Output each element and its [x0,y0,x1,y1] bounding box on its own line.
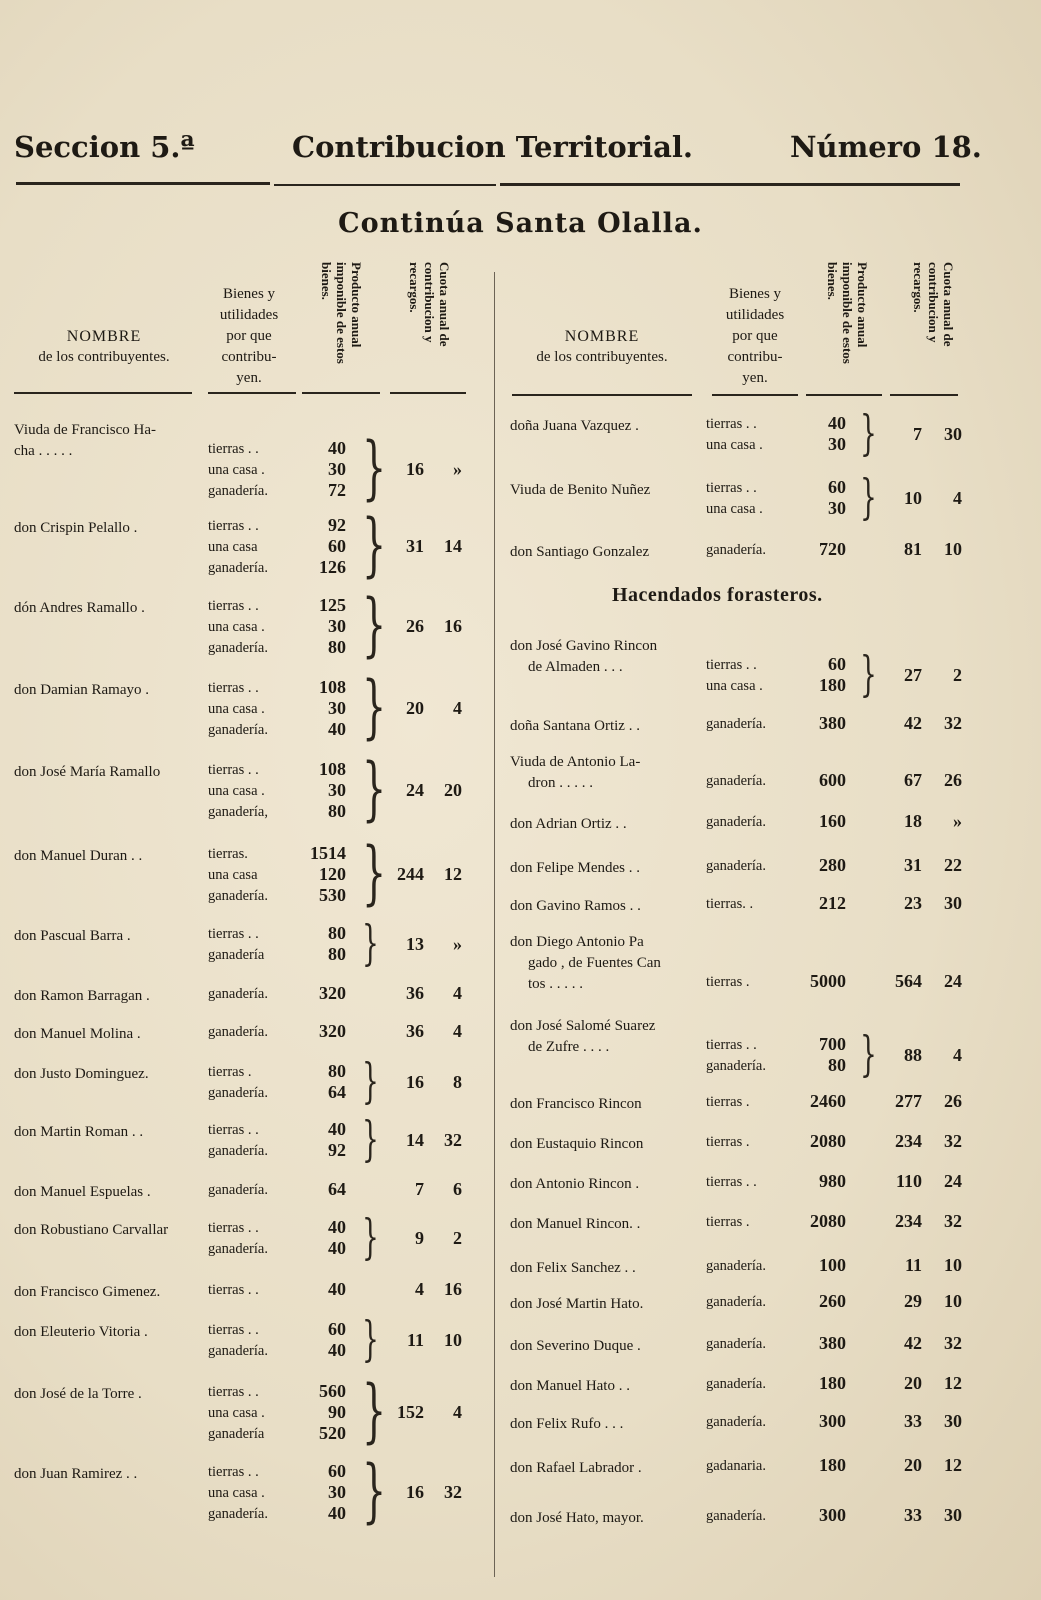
product-value: 92 [328,515,346,535]
cuota-reales: 29 [904,1291,922,1311]
brace-glyph: } [362,667,387,747]
property-type: ganadería. [706,1058,766,1074]
property-type: tierras . . [706,1174,757,1190]
cuota-maravedis: 26 [944,770,962,790]
product-value: 60 [828,654,846,674]
property-type: ganadería. [208,1506,268,1522]
product-value: 40 [328,1503,346,1523]
product-value: 60 [328,1461,346,1481]
product-value: 720 [819,539,846,559]
property-type: una casa . [208,1485,265,1501]
product-value: 530 [319,885,346,905]
brace-glyph: } [860,405,877,461]
contributor-name: don Diego Antonio Pa [510,934,644,950]
property-type: ganadería. [208,1143,268,1159]
property-type: ganadería. [706,1258,766,1274]
cuota-maravedis: 30 [944,423,962,444]
product-value: 280 [819,855,846,875]
product-value: 126 [319,557,346,577]
section-forasteros: Hacendados forasteros. [612,584,823,606]
cuota-reales: 24 [406,780,424,800]
header-rule-right [500,183,960,186]
property-type: tierras . . [208,598,259,614]
property-type: tierras . . [208,680,259,696]
contributor-name: don Santiago Gonzalez [510,544,650,560]
contributor-name: don Juan Ramirez . . [14,1466,138,1482]
cuota-maravedis: 14 [444,536,462,556]
document-number: Número 18. [790,130,982,164]
product-value: 600 [819,770,846,790]
property-type: gadanaria. [706,1458,766,1474]
contributor-name: don Manuel Espuelas . [14,1184,151,1200]
cuota-reales: 234 [895,1211,922,1231]
cuota-reales: 67 [904,770,922,790]
cuota-maravedis: 32 [944,1333,962,1353]
product-value: 40 [328,719,346,739]
cuota-maravedis: 8 [453,1071,462,1092]
property-type: una casa . [208,783,265,799]
cuota-maravedis: 16 [444,616,462,636]
brace-glyph: } [362,1053,379,1109]
brace-glyph: } [362,749,387,829]
contributor-name: don Crispin Pelallo . [14,520,138,536]
cuota-reales: 4 [415,1279,424,1299]
cuota-maravedis: 2 [953,664,962,685]
brace-glyph: } [362,505,387,585]
cuota-reales: 88 [904,1044,922,1065]
cuota-maravedis: 32 [444,1129,462,1150]
brace-glyph: } [860,646,877,702]
cuota-maravedis: 30 [944,1505,962,1525]
property-type: tierras . . [208,1282,259,1298]
product-value: 80 [328,944,346,964]
brace-glyph: } [362,1209,379,1265]
contributor-name: don Francisco Gimenez. [14,1284,161,1300]
left-header-line-2 [208,392,296,394]
product-value: 2460 [810,1091,846,1111]
contributor-name: don José de la Torre . [14,1386,142,1402]
cuota-reales: 14 [406,1129,424,1150]
contributor-name: don José María Ramallo [14,764,161,780]
page-title: Contribucion Territorial. [292,130,693,164]
property-type: ganadería, [208,804,268,820]
property-type: ganadería. [208,1024,268,1040]
property-type: ganadería. [706,1508,766,1524]
cuota-maravedis: 24 [944,1171,962,1191]
cuota-maravedis: 32 [944,1211,962,1231]
column-divider [494,272,495,1577]
contributor-name: don Manuel Molina . [14,1026,141,1042]
property-type: ganadería. [706,1336,766,1352]
cuota-maravedis: 24 [944,971,962,991]
product-value: 30 [828,498,846,518]
contributor-name: don Eustaquio Rincon [510,1136,644,1152]
cuota-maravedis: 12 [944,1373,962,1393]
cuota-reales: 27 [904,664,922,685]
product-value: 60 [828,477,846,497]
property-type: ganadería. [208,483,268,499]
right-header-line-4 [890,394,958,396]
contributor-name: don Manuel Duran . . [14,848,143,864]
property-type: tierras . . [208,1464,259,1480]
property-type: tierras . [706,1214,750,1230]
cuota-maravedis: » [453,933,462,954]
cuota-reales: 36 [406,983,424,1003]
cuota-reales: 277 [895,1091,922,1111]
cuota-reales: 234 [895,1131,922,1151]
product-value: 30 [328,780,346,800]
property-type: una casa . [208,701,265,717]
contributor-name: doña Santana Ortiz . . [510,718,640,734]
contributor-name: don Manuel Rincon. . [510,1216,641,1232]
property-type: tierras. . [706,896,754,912]
cuota-maravedis: 26 [944,1091,962,1111]
contributor-name: don José Martin Hato. [510,1296,644,1312]
cuota-maravedis: 6 [453,1179,462,1199]
contributor-name: Viuda de Benito Nuñez [510,482,651,498]
contributor-name: don Felix Sanchez . . [510,1260,636,1276]
cuota-maravedis: 12 [444,864,462,884]
cuota-reales: 26 [406,616,424,636]
cuota-reales: 11 [406,1329,424,1350]
product-value: 40 [328,1340,346,1360]
product-value: 300 [819,1411,846,1431]
contributor-name: Viuda de Francisco Ha- [14,422,156,438]
cuota-maravedis: 4 [453,983,462,1003]
property-type: ganadería. [208,1343,268,1359]
cuota-reales: 31 [904,855,922,875]
product-value: 700 [819,1034,846,1054]
product-value: 64 [328,1179,346,1199]
property-type: tierras . . [208,1122,259,1138]
cuota-reales: 152 [397,1402,424,1422]
product-value: 30 [328,616,346,636]
header-rule-mid [274,184,496,186]
cuota-maravedis: 22 [944,855,962,875]
product-value: 108 [319,677,346,697]
product-value: 180 [819,1455,846,1475]
property-type: ganadería [208,947,265,963]
property-type: tierras . . [208,1322,259,1338]
contributor-name: don Adrian Ortiz . . [510,816,627,832]
cuota-reales: 33 [904,1411,922,1431]
left-header-line-1 [14,392,192,394]
cuota-maravedis: 4 [953,1044,962,1065]
property-type: ganadería. [208,560,268,576]
product-value: 64 [328,1082,346,1102]
product-value: 40 [828,413,846,433]
property-type: tierras . . [706,657,757,673]
cuota-reales: 11 [904,1255,922,1275]
property-type: tierras . . [208,518,259,534]
cuota-reales: 13 [406,933,424,954]
product-value: 1514 [310,843,346,863]
cuota-maravedis: 4 [453,698,462,718]
property-type: tierras . . [208,762,259,778]
cuota-reales: 20 [904,1455,922,1475]
product-value: 300 [819,1505,846,1525]
product-value: 30 [328,1482,346,1502]
product-value: 72 [328,480,346,500]
cuota-maravedis: 4 [953,487,962,508]
cuota-maravedis: » [953,811,962,831]
contributor-name: don José Salomé Suarez [510,1018,656,1034]
contributor-name: don José Hato, mayor. [510,1510,644,1526]
product-value: 80 [328,1061,346,1081]
cuota-reales: 20 [904,1373,922,1393]
product-value: 80 [328,637,346,657]
cuota-maravedis: 30 [944,1411,962,1431]
property-type: ganadería. [208,986,268,1002]
product-value: 380 [819,1333,846,1353]
contributor-name: don Felipe Mendes . . [510,860,640,876]
property-type: ganadería. [706,1294,766,1310]
product-value: 2080 [810,1131,846,1151]
right-header-nombre: NOMBRE de los contribuyentes. [536,328,668,365]
product-value: 40 [328,1119,346,1139]
product-value: 40 [328,438,346,458]
cuota-reales: 20 [406,698,424,718]
cuota-reales: 16 [406,459,424,479]
brace-glyph: } [860,1026,877,1082]
product-value: 80 [328,923,346,943]
property-type: tierras . . [208,1384,259,1400]
cuota-reales: 36 [406,1021,424,1041]
product-value: 60 [328,1319,346,1339]
brace-glyph: } [362,1451,387,1531]
cuota-maravedis: 16 [444,1279,462,1299]
brace-glyph: } [362,1371,387,1451]
brace-glyph: } [362,1111,379,1167]
brace-glyph: } [362,585,387,665]
property-type: ganadería. [706,716,766,732]
property-type: tierras . . [208,1220,259,1236]
product-value: 2080 [810,1211,846,1231]
product-value: 30 [328,459,346,479]
product-value: 180 [819,675,846,695]
cuota-reales: 7 [415,1179,424,1199]
property-type: tierras . [706,974,750,990]
cuota-maravedis: 32 [944,1131,962,1151]
property-type: una casa . [706,437,763,453]
cuota-maravedis: 20 [444,780,462,800]
property-type: tierras . . [208,926,259,942]
contributor-name: don Martin Roman . . [14,1124,144,1140]
brace-glyph: } [362,428,387,508]
cuota-reales: 42 [904,713,922,733]
contributor-name: dón Andres Ramallo . [14,600,145,616]
right-header-line-3 [806,394,882,396]
cuota-reales: 110 [895,1171,922,1191]
product-value: 30 [828,434,846,454]
right-header-line-2 [712,394,798,396]
contributor-name: don Manuel Hato . . [510,1378,630,1394]
property-type: una casa [208,539,258,555]
cuota-maravedis: 30 [944,893,962,913]
brace-glyph: } [362,1311,379,1367]
header-rule-left [16,182,270,185]
cuota-reales: 7 [913,423,922,444]
product-value: 180 [819,1373,846,1393]
contributor-name: Viuda de Antonio La- [510,754,641,770]
cuota-reales: 244 [397,864,424,884]
product-value: 520 [319,1423,346,1443]
right-header-line-1 [512,394,692,396]
product-value: 125 [319,595,346,615]
product-value: 120 [319,864,346,884]
property-type: una casa . [208,619,265,635]
product-value: 108 [319,759,346,779]
section-number: Seccion 5.ª [14,130,195,164]
contributor-name: don José Gavino Rincon [510,638,658,654]
product-value: 92 [328,1140,346,1160]
contributor-name: don Damian Ramayo . [14,682,149,698]
property-type: tierras . [706,1094,750,1110]
property-type: tierras . . [706,416,757,432]
product-value: 100 [819,1255,846,1275]
contributor-name: don Francisco Rincon [510,1096,642,1112]
property-type: tierras . [208,1064,252,1080]
property-type: una casa [208,867,258,883]
cuota-reales: 16 [406,1482,424,1502]
property-type: ganadería. [706,542,766,558]
property-type: una casa . [208,1405,265,1421]
product-value: 380 [819,713,846,733]
contributor-name: gado , de Fuentes Can [528,955,661,971]
property-type: ganadería. [706,1376,766,1392]
property-type: ganadería. [208,722,268,738]
brace-glyph: } [362,833,387,913]
product-value: 90 [328,1402,346,1422]
cuota-reales: 564 [895,971,922,991]
cuota-maravedis: 10 [944,539,962,559]
cuota-reales: 10 [904,487,922,508]
cuota-maravedis: 4 [453,1021,462,1041]
cuota-maravedis: 10 [444,1329,462,1350]
property-type: ganadería. [208,640,268,656]
contributor-name: doña Juana Vazquez . [510,418,639,434]
property-type: ganadería. [706,1414,766,1430]
property-type: ganadería. [706,814,766,830]
property-type: ganadería [208,1426,265,1442]
cuota-reales: 9 [415,1227,424,1248]
product-value: 80 [328,801,346,821]
contributor-name: don Gavino Ramos . . [510,898,641,914]
left-header-line-3 [302,392,380,394]
contributor-name: tos . . . . . [528,976,584,992]
cuota-maravedis: 12 [944,1455,962,1475]
cuota-maravedis: 10 [944,1255,962,1275]
product-value: 5000 [810,971,846,991]
cuota-maravedis: 32 [944,713,962,733]
contributor-name: don Justo Dominguez. [14,1066,149,1082]
cuota-reales: 18 [904,811,922,831]
property-type: una casa . [208,462,265,478]
contributor-name: don Pascual Barra . [14,928,131,944]
property-type: tierras . . [706,480,757,496]
contributor-name: don Severino Duque . [510,1338,641,1354]
right-header-cuota: Cuota anual de contribucion y recargos. [911,262,956,347]
property-type: ganadería. [208,1241,268,1257]
contributor-name: cha . . . . . [14,443,73,459]
product-value: 40 [328,1217,346,1237]
contributor-name: don Rafael Labrador . [510,1460,642,1476]
product-value: 980 [819,1171,846,1191]
product-value: 60 [328,536,346,556]
left-header-bienes: Bienes y utilidades por que contribu- yen. [219,286,279,386]
contributor-name: de Zufre . . . . [528,1039,610,1055]
property-type: ganadería. [706,773,766,789]
product-value: 320 [319,983,346,1003]
property-type: ganadería. [208,888,268,904]
contributor-name: don Robustiano Carvallar [14,1222,169,1238]
cuota-reales: 23 [904,893,922,913]
property-type: tierras . [706,1134,750,1150]
product-value: 30 [328,698,346,718]
cuota-maravedis: 10 [944,1291,962,1311]
left-header-nombre: NOMBRE de los contribuyentes. [38,328,170,365]
right-header-bienes: Bienes y utilidades por que contribu- yen. [725,286,785,386]
cuota-reales: 16 [406,1071,424,1092]
left-header-cuota: Cuota anual de contribucion y recargos. [407,262,452,347]
product-value: 560 [319,1381,346,1401]
cuota-reales: 81 [904,539,922,559]
contributor-name: dron . . . . . [528,775,593,791]
cuota-reales: 31 [406,536,424,556]
cuota-maravedis: 4 [453,1402,462,1422]
contributor-name: don Antonio Rincon . [510,1176,640,1192]
cuota-maravedis: 32 [444,1482,462,1502]
left-header-line-4 [390,392,466,394]
contributor-name: don Eleuterio Vitoria . [14,1324,148,1340]
property-type: ganadería. [208,1085,268,1101]
property-type: una casa . [706,678,763,694]
left-header-producto: Producto anual imponible de estos bienes. [319,262,364,364]
property-type: tierras. [208,846,248,862]
product-value: 260 [819,1291,846,1311]
property-type: ganadería. [706,858,766,874]
product-value: 80 [828,1055,846,1075]
cuota-maravedis: 2 [453,1227,462,1248]
contributor-name: de Almaden . . . [528,659,623,675]
cuota-reales: 33 [904,1505,922,1525]
cuota-maravedis: » [453,459,462,479]
product-value: 320 [319,1021,346,1041]
product-value: 160 [819,811,846,831]
property-type: tierras . . [706,1037,757,1053]
contributor-name: don Ramon Barragan . [14,988,150,1004]
product-value: 40 [328,1279,346,1299]
product-value: 40 [328,1238,346,1258]
cuota-reales: 42 [904,1333,922,1353]
brace-glyph: } [362,915,379,971]
property-type: una casa . [706,501,763,517]
subtitle: Continúa Santa Olalla. [338,208,703,239]
brace-glyph: } [860,469,877,525]
contributor-name: don Felix Rufo . . . [510,1416,624,1432]
property-type: tierras . . [208,441,259,457]
product-value: 212 [819,893,846,913]
right-header-producto: Producto anual imponible de estos bienes. [825,262,870,364]
property-type: ganadería. [208,1182,268,1198]
